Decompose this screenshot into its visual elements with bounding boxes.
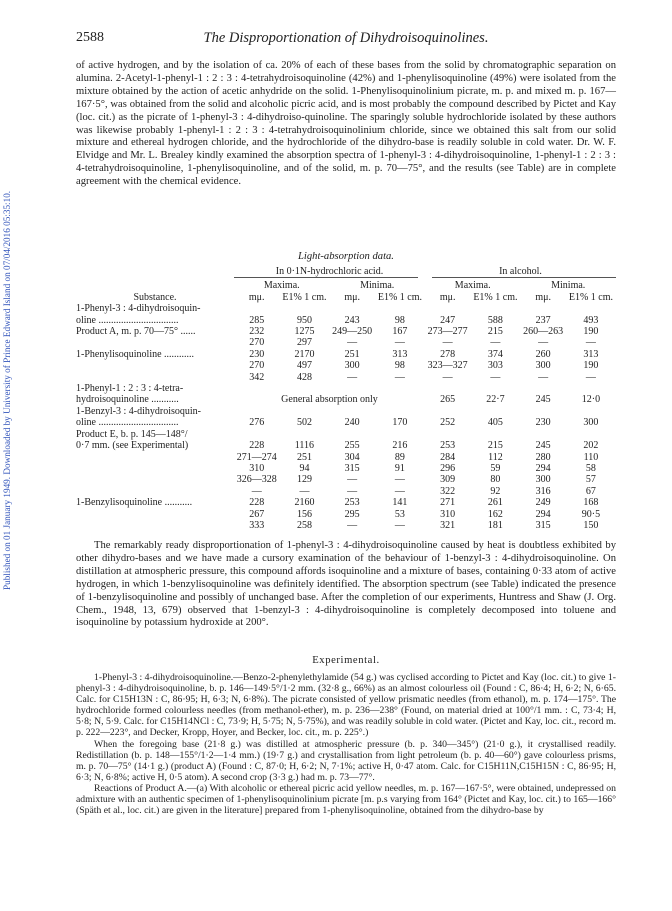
page-header bbox=[76, 30, 616, 50]
value-cell bbox=[520, 303, 565, 314]
value-cell: 300 bbox=[535, 474, 551, 486]
value-cell: 59 bbox=[490, 462, 501, 474]
value-cell bbox=[375, 406, 425, 417]
value-cell bbox=[279, 406, 329, 417]
value-cell: 304 bbox=[344, 451, 360, 463]
table-row bbox=[76, 463, 616, 474]
substance-cell bbox=[76, 372, 234, 383]
table-row bbox=[76, 429, 616, 440]
table-row bbox=[76, 326, 616, 337]
value-cell bbox=[375, 429, 425, 440]
value-cell: 253 bbox=[344, 497, 360, 509]
substance-cell: 0·7 mm. (see Experimental) bbox=[76, 440, 189, 452]
value-cell: 53 bbox=[394, 508, 405, 520]
value-cell: 315 bbox=[535, 519, 551, 531]
value-cell: 251 bbox=[296, 451, 312, 463]
value-cell: 98 bbox=[394, 360, 405, 372]
value-cell: 502 bbox=[296, 417, 312, 429]
value-cell: 181 bbox=[487, 519, 503, 531]
value-cell: 313 bbox=[583, 348, 599, 360]
value-cell: 428 bbox=[296, 371, 312, 383]
value-cell bbox=[425, 383, 470, 394]
value-cell: 271—274 bbox=[236, 451, 277, 463]
substance-cell: 1-Phenylisoquinoline ............ bbox=[76, 348, 195, 360]
table-row bbox=[76, 394, 616, 405]
value-cell: 156 bbox=[296, 508, 312, 520]
value-cell: — bbox=[394, 337, 405, 349]
table-row bbox=[76, 452, 616, 463]
value-cell: 300 bbox=[344, 360, 360, 372]
value-cell: 276 bbox=[249, 417, 265, 429]
value-cell bbox=[234, 406, 279, 417]
value-cell: — bbox=[394, 485, 405, 497]
absorption-table bbox=[76, 266, 616, 531]
paragraph-1 bbox=[76, 60, 616, 189]
value-cell: 310 bbox=[249, 462, 265, 474]
paragraph-1-text: of active hydrogen, and by the isolation of ca. 20% of each of these bases from the solid by chromatographic separation on alumina. 2-Acetyl-1-phenyl-1 : 2 : 3 : 4-tetrahydroisoquinoline (42%) and 1-phenylisoquinoline (49%) were isolated from the mixture obtained by the action of acetic anhydride on the solid. 1-Phenylisoquinolinium picrate, m. p. and mixed m. p. 167—167·5°, was obtained from the solid and alcoholic picric acid, and is most probably the compound described by Pictet and Kay (loc. cit.) as the picrate of 1-phenyl-3 : 4-dihydroiso-quinoline. The sparingly soluble hydrochloride isolated by these authors was likewise probably 1-phenyl-1 : 2 : 3 : 4-tetrahydroisoquinolinium chloride, since we obtained this salt from our solid mixture and ethereal hydrogen chloride, and the hydrochloride of the dihydro-base is readily soluble in cold water. Dr. W. F. Elvidge and Mr. L. Brealey kindly examined the absorption spectra of 1-phenyl-3 : 4-dihydroisoquinoline, 1-phenyl-1 : 2 : 3 : 4-tetrahydroisoquinoline, 1-phenylisoquinoline, and of the solid, m. p. 70—75°, and the results (see Table) are in complete agreement with the chemical evidence. bbox=[76, 60, 616, 188]
value-cell: — bbox=[490, 337, 501, 349]
value-cell: 374 bbox=[487, 348, 503, 360]
experimental-para-2: When the foregoing base (21·8 g.) was distilled at atmospheric pressure (b. p. 340—345°) (21·0 g.), it crystallised readily. Redistillation (b. p. 148—155°/1·2—1·4 mm.) (19·7 g.) and crystallisation from light petroleum (b. p. 40—60°) gave colourless prisms, m. p. 70—75° (14·1 g.) (product A) (Found : C, 87·0; H, 6·2; N, 7·1%; active H, 0·47 atom. Calc. for C15H11N,C15H15N : C, 86·95; H, 6·3; N, 6·8%; active H, 0·5 atom). A second crop (3·3 g.) had m. p. 73—77°. bbox=[76, 738, 616, 783]
value-cell: — bbox=[347, 371, 358, 383]
col-head: E1% 1 cm. bbox=[282, 291, 327, 303]
substance-cell: Product E, b. p. 145—148°/ bbox=[76, 428, 188, 440]
value-cell bbox=[279, 383, 329, 394]
value-cell: — bbox=[347, 337, 358, 349]
substance-cell: oline ................................ bbox=[76, 314, 179, 326]
value-cell: — bbox=[347, 474, 358, 486]
value-cell bbox=[520, 429, 565, 440]
value-cell: 98 bbox=[394, 314, 405, 326]
value-cell: — bbox=[394, 371, 405, 383]
col-head: E1% 1 cm. bbox=[473, 291, 518, 303]
substance-cell: hydroisoquinoline ........... bbox=[76, 394, 179, 406]
value-cell: 294 bbox=[535, 508, 551, 520]
value-cell: — bbox=[538, 371, 549, 383]
table-row bbox=[76, 383, 616, 394]
value-cell: 240 bbox=[344, 417, 360, 429]
value-cell: 190 bbox=[583, 326, 599, 338]
substance-cell: Product A, m. p. 70—75° ...... bbox=[76, 326, 196, 338]
value-cell: 228 bbox=[249, 497, 265, 509]
value-cell: 310 bbox=[440, 508, 456, 520]
value-cell bbox=[279, 303, 329, 314]
value-cell: 249 bbox=[535, 497, 551, 509]
substance-cell bbox=[76, 486, 234, 497]
value-cell: 280 bbox=[535, 451, 551, 463]
value-cell: 67 bbox=[585, 485, 596, 497]
value-cell: 271 bbox=[440, 497, 456, 509]
value-cell: 162 bbox=[487, 508, 503, 520]
value-cell: 588 bbox=[487, 314, 503, 326]
value-cell: 253 bbox=[440, 440, 456, 452]
experimental-heading: Experimental. bbox=[312, 655, 380, 666]
value-cell: 342 bbox=[249, 371, 265, 383]
substance-cell: 1-Phenyl-3 : 4-dihydroisoquin- bbox=[76, 303, 201, 315]
col-head: mμ. bbox=[344, 291, 360, 303]
download-notice bbox=[2, 70, 18, 590]
value-cell bbox=[329, 406, 374, 417]
value-cell: — bbox=[585, 371, 596, 383]
value-cell: 230 bbox=[535, 417, 551, 429]
maxima-label-alc: Maxima. bbox=[454, 280, 491, 292]
substance-header: Substance. bbox=[133, 291, 177, 303]
table-row bbox=[76, 372, 616, 383]
value-cell bbox=[566, 303, 616, 314]
substance-cell bbox=[76, 463, 234, 474]
value-cell: 252 bbox=[440, 417, 456, 429]
value-cell: 270 bbox=[249, 337, 265, 349]
value-cell: 90·5 bbox=[581, 508, 601, 520]
value-cell: — bbox=[347, 519, 358, 531]
value-cell: 297 bbox=[296, 337, 312, 349]
value-cell: 322 bbox=[440, 485, 456, 497]
value-cell: — bbox=[299, 485, 310, 497]
value-cell bbox=[470, 429, 520, 440]
value-cell: 1116 bbox=[294, 440, 315, 452]
value-cell: 273—277 bbox=[427, 326, 468, 338]
value-cell: 323—327 bbox=[427, 360, 468, 372]
col-head: mμ. bbox=[248, 291, 265, 303]
minima-label-hcl: Minima. bbox=[360, 280, 395, 292]
value-cell bbox=[425, 303, 470, 314]
value-cell bbox=[329, 429, 374, 440]
table-maxmin-row bbox=[76, 280, 616, 291]
substance-cell bbox=[76, 509, 234, 520]
group-alcohol-label: In alcohol. bbox=[499, 266, 542, 277]
substance-cell bbox=[76, 520, 234, 531]
value-cell: 216 bbox=[392, 440, 408, 452]
value-cell: — bbox=[394, 474, 405, 486]
value-cell: — bbox=[585, 337, 596, 349]
table-group-row bbox=[76, 266, 616, 278]
value-cell: 285 bbox=[249, 314, 265, 326]
value-cell: 315 bbox=[344, 462, 360, 474]
value-cell: 321 bbox=[440, 519, 456, 531]
value-cell: 300 bbox=[583, 417, 599, 429]
value-cell: 202 bbox=[583, 440, 599, 452]
value-cell bbox=[279, 429, 329, 440]
value-cell: 950 bbox=[296, 314, 312, 326]
value-cell bbox=[566, 429, 616, 440]
value-cell: 141 bbox=[392, 497, 408, 509]
value-cell bbox=[375, 303, 425, 314]
value-cell: 92 bbox=[490, 485, 501, 497]
value-cell bbox=[234, 429, 279, 440]
col-head: E1% 1 cm. bbox=[568, 291, 613, 303]
table-row bbox=[76, 406, 616, 417]
group-hcl-label: In 0·1N-hydrochloric acid. bbox=[275, 266, 384, 277]
value-cell: 405 bbox=[487, 417, 503, 429]
value-cell: 326—328 bbox=[236, 474, 277, 486]
value-cell: 284 bbox=[440, 451, 456, 463]
table-header-row bbox=[76, 292, 616, 303]
substance-cell bbox=[76, 452, 234, 463]
col-head: mμ. bbox=[439, 291, 456, 303]
value-cell: 255 bbox=[344, 440, 360, 452]
table-row bbox=[76, 520, 616, 531]
value-cell bbox=[234, 383, 279, 394]
value-cell bbox=[329, 303, 374, 314]
col-head: mμ. bbox=[535, 291, 551, 303]
value-cell: 497 bbox=[296, 360, 312, 372]
value-cell: 22·7 bbox=[486, 394, 505, 406]
table-row bbox=[76, 474, 616, 485]
value-cell: 296 bbox=[440, 462, 456, 474]
value-cell: 245 bbox=[535, 440, 551, 452]
value-cell: 94 bbox=[299, 462, 310, 474]
value-cell: 215 bbox=[487, 440, 503, 452]
minima-label-alc: Minima. bbox=[551, 280, 586, 292]
value-cell: 493 bbox=[583, 314, 599, 326]
value-cell: 265 bbox=[440, 394, 456, 406]
value-cell: — bbox=[442, 371, 453, 383]
paragraph-2-text: The remarkably ready disproportionation of 1-phenyl-3 : 4-dihydroisoquinoline caused by heat is doubtless exhibited by other dihydro-bases and we have made a cursory examination of the behaviour of 1-benzyl-3 : 4-dihydroisoquinoline. On distillation at atmospheric pressure, this compound affords isoquinoline and a mixture of bases, containing 0·33 atom of active hydrogen, in which 1-benzylisoquinoline was definitely identified. The absorption spectrum (see Table) indicated the presence of 1-benzylisoquinoline and possibly of unchanged base. After the completion of our experiments, Huntress and Shaw (J. Org. Chem., 1948, 13, 679) observed that 1-benzyl-3 : 4-dihydroisoquinoline is completely decomposed into toluene and isoquinoline by potassium hydroxide at 200°. bbox=[76, 540, 616, 629]
value-cell bbox=[470, 383, 520, 394]
value-cell: 303 bbox=[487, 360, 503, 372]
table-row bbox=[76, 303, 616, 314]
value-cell: 2170 bbox=[294, 348, 315, 360]
experimental-para-1: 1-Phenyl-3 : 4-dihydroisoquinoline.—Benzo-2-phenylethylamide (54 g.) was cyclised according to Pictet and Kay (loc. cit.) to give 1-phenyl-3 : 4-dihydroisoquinoline, b. p. 146—149·5°/1·2 mm. (32·8 g., 66%) as an almost colourless oil (Found : C, 86·4; H, 6·2; N, 6·65. Calc. for C15H13N : C, 86·95; H, 6·3; N, 6·8%). The picrate consisted of yellow prismatic needles (from ethanol), m. p. 174—175°. The hydrochloride formed colourless needles (from methanol-ether), m. p. 236—238° (Found, on material dried at 100°/1 mm. : C, 73·4; H, 5·8; N, 5·9. Calc. for C15H14NCl : C, 73·9; H, 5·75; N, 5·75%), and was readily soluble in cold water. (Pictet and Kay, loc. cit., record m. p. 222—223°, and Decker, Kropp, Hoyer, and Becker, loc. cit., m. p. 225°.) bbox=[76, 672, 616, 739]
value-cell: 110 bbox=[583, 451, 599, 463]
value-cell: 294 bbox=[535, 462, 551, 474]
value-cell bbox=[329, 383, 374, 394]
page-number: 2588 bbox=[76, 30, 104, 45]
value-cell: 112 bbox=[488, 451, 503, 463]
value-cell bbox=[566, 383, 616, 394]
value-cell: — bbox=[347, 485, 358, 497]
value-cell bbox=[425, 406, 470, 417]
maxima-label-hcl: Maxima. bbox=[263, 280, 300, 292]
value-cell: 309 bbox=[440, 474, 456, 486]
value-cell: — bbox=[394, 519, 405, 531]
table-row bbox=[76, 349, 616, 360]
table-row bbox=[76, 486, 616, 497]
table-row bbox=[76, 509, 616, 520]
value-cell: 89 bbox=[394, 451, 405, 463]
value-cell: 1275 bbox=[294, 326, 315, 338]
value-cell: 170 bbox=[392, 417, 408, 429]
value-cell: 333 bbox=[249, 519, 265, 531]
value-cell: 261 bbox=[487, 497, 503, 509]
substance-cell bbox=[76, 360, 234, 371]
value-cell: 215 bbox=[487, 326, 503, 338]
value-cell: 129 bbox=[296, 474, 312, 486]
value-cell: 260 bbox=[535, 348, 551, 360]
value-cell bbox=[566, 406, 616, 417]
table-title: Light-absorption data. bbox=[298, 251, 394, 262]
value-cell: — bbox=[442, 337, 453, 349]
col-head: E1% 1 cm. bbox=[377, 291, 422, 303]
value-cell bbox=[425, 429, 470, 440]
running-title: The Disproportionation of Dihydroisoquinolines. bbox=[203, 30, 489, 46]
experimental-section bbox=[76, 672, 616, 816]
table-row bbox=[76, 360, 616, 371]
table-row bbox=[76, 497, 616, 508]
value-cell: 313 bbox=[392, 348, 408, 360]
value-cell: 232 bbox=[249, 326, 265, 338]
value-cell: 249—250 bbox=[332, 326, 373, 338]
general-absorption-cell: General absorption only bbox=[281, 394, 378, 406]
paragraph-2 bbox=[76, 540, 616, 630]
value-cell: 295 bbox=[344, 508, 360, 520]
value-cell bbox=[470, 303, 520, 314]
substance-cell: 1-Benzylisoquinoline ........... bbox=[76, 497, 193, 509]
value-cell: 12·0 bbox=[581, 394, 601, 406]
experimental-para-3: Reactions of Product A.—(a) With alcoholic or ethereal picric acid yellow needles, m. p. 167—167·5°, were obtained, undepressed on admixture with an authentic specimen of 1-phenylisoquinolinium picrate [m. p.s varying from 164° (Pictet and Kay, loc. cit.) to 165—166° (Späth et al., loc. cit.) are given in the literature] prepared from 1-phenylisoquinoline, obtained from the dihydro-base by bbox=[76, 782, 616, 817]
value-cell: 237 bbox=[535, 314, 551, 326]
value-cell: 260—263 bbox=[523, 326, 564, 338]
value-cell: 247 bbox=[440, 314, 456, 326]
value-cell: 278 bbox=[440, 348, 456, 360]
value-cell: 2160 bbox=[294, 497, 315, 509]
value-cell: 190 bbox=[583, 360, 599, 372]
table-row bbox=[76, 315, 616, 326]
value-cell: 58 bbox=[585, 462, 596, 474]
value-cell: 316 bbox=[535, 485, 551, 497]
value-cell: 230 bbox=[249, 348, 265, 360]
value-cell: 245 bbox=[535, 394, 551, 406]
value-cell bbox=[375, 383, 425, 394]
table-row bbox=[76, 337, 616, 348]
table-row bbox=[76, 417, 616, 428]
value-cell: 91 bbox=[394, 462, 405, 474]
value-cell bbox=[520, 383, 565, 394]
substance-cell: oline ................................ bbox=[76, 417, 179, 429]
substance-cell bbox=[76, 337, 234, 348]
value-cell: — bbox=[490, 371, 501, 383]
value-cell: 80 bbox=[490, 474, 501, 486]
value-cell: 251 bbox=[344, 348, 360, 360]
download-notice-text: Published on 01 January 1949. Downloaded by University of Prince Edward Island on 07/04/2016 05:35:10. bbox=[2, 190, 12, 590]
substance-cell: 1-Phenyl-1 : 2 : 3 : 4-tetra- bbox=[76, 383, 184, 395]
value-cell bbox=[470, 406, 520, 417]
value-cell: — bbox=[251, 485, 262, 497]
value-cell: 300 bbox=[535, 360, 551, 372]
value-cell: 270 bbox=[249, 360, 265, 372]
value-cell bbox=[520, 406, 565, 417]
value-cell: 228 bbox=[249, 440, 265, 452]
value-cell bbox=[234, 303, 279, 314]
value-cell: 258 bbox=[296, 519, 312, 531]
substance-cell bbox=[76, 474, 234, 485]
value-cell: 243 bbox=[344, 314, 360, 326]
value-cell: 150 bbox=[583, 519, 599, 531]
value-cell: — bbox=[538, 337, 549, 349]
value-cell: 168 bbox=[583, 497, 599, 509]
value-cell: 57 bbox=[585, 474, 596, 486]
value-cell: 267 bbox=[249, 508, 265, 520]
table-row bbox=[76, 440, 616, 451]
substance-cell: 1-Benzyl-3 : 4-dihydroisoquin- bbox=[76, 405, 201, 417]
value-cell: 167 bbox=[392, 326, 408, 338]
